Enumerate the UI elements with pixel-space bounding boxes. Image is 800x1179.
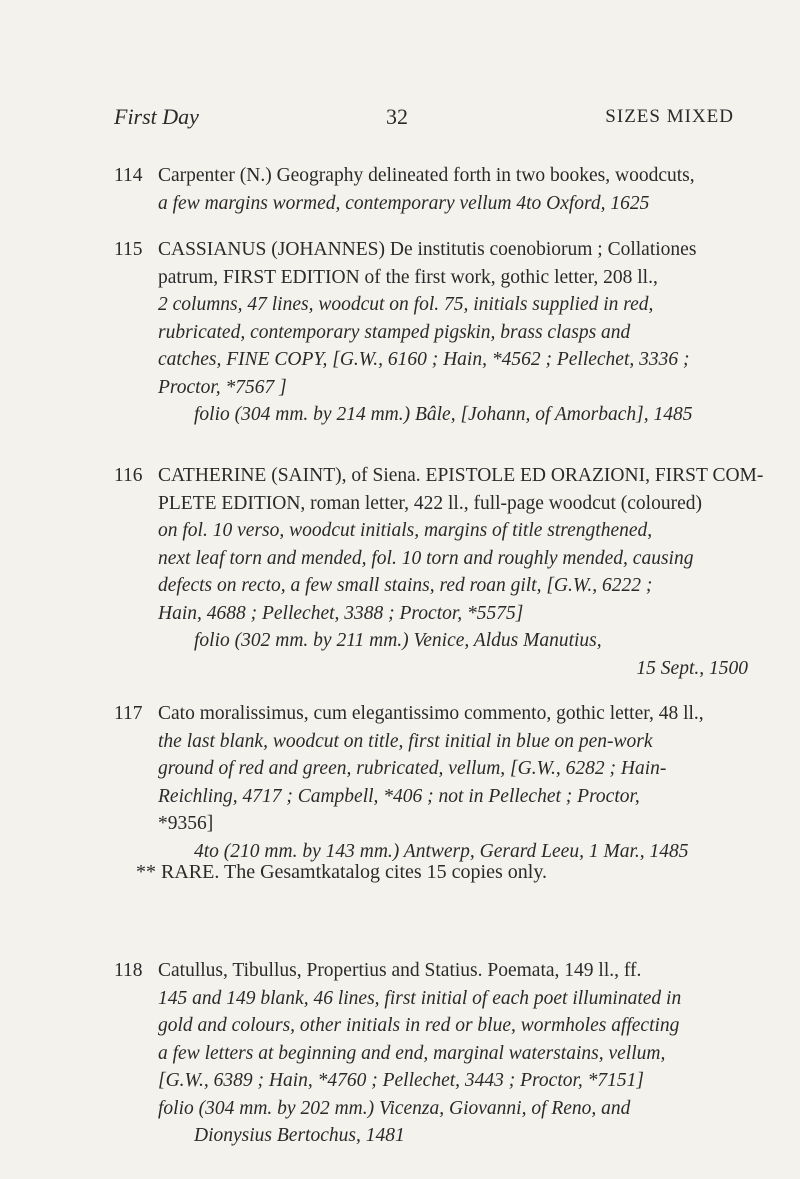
lot-line: CASSIANUS (JOHANNES) De institutis coenobiorum ; Collationes: [158, 239, 697, 260]
lot-line: the last blank, woodcut on title, first initial in blue on pen-work: [158, 730, 653, 752]
lot-line: defects on recto, a few small stains, red roan gilt, [G.W., 6222 ;: [158, 575, 653, 596]
lot-line: a few margins wormed, contemporary vellum 4to Oxford, 1625: [158, 192, 650, 214]
lot-line: a few letters at beginning and end, marginal waterstains, vellum,: [158, 1042, 666, 1064]
lot-114: [114, 162, 760, 217]
lot-line: gold and colours, other initials in red or blue, wormholes affecting: [158, 1015, 680, 1036]
lot-imprint: Dionysius Bertochus, 1481: [194, 1125, 405, 1146]
lot-116: [114, 462, 764, 682]
rarity-note: ** RARE. The Gesamtkatalog cites 15 copies only.: [136, 861, 548, 883]
lot-number: 115: [114, 239, 143, 260]
page-number: 32: [386, 104, 408, 129]
page-header: [114, 104, 734, 134]
lot-115: [114, 236, 760, 429]
lot-line: Cato moralissimus, cum elegantissimo commento, gothic letter, 48 ll.,: [158, 703, 704, 724]
lot-imprint: folio (302 mm. by 211 mm.) Venice, Aldus Manutius,: [194, 630, 602, 651]
lot-line: ground of red and green, rubricated, vellum, [G.W., 6282 ; Hain-: [158, 758, 667, 779]
lot-117: [114, 700, 760, 865]
lot-line: 145 and 149 blank, 46 lines, first initial of each poet illuminated in: [158, 987, 682, 1009]
lot-line: PLETE EDITION, roman letter, 422 ll., full-page woodcut (coloured): [158, 492, 702, 514]
lot-line: Proctor, *7567 ]: [158, 376, 287, 398]
lot-line: on fol. 10 verso, woodcut initials, margins of title strengthened,: [158, 520, 653, 541]
lot-line: catches, FINE COPY, [G.W., 6160 ; Hain, *4562 ; Pellechet, 3336 ;: [158, 349, 690, 370]
lot-line: Carpenter (N.) Geography delineated forth in two bookes, woodcuts,: [158, 165, 695, 186]
header-day: First Day: [114, 104, 199, 129]
lot-line: folio (304 mm. by 202 mm.) Vicenza, Giovanni, of Reno, and: [158, 1097, 631, 1119]
lot-line: patrum, FIRST EDITION of the first work, gothic letter, 208 ll.,: [158, 266, 658, 288]
header-section: SIZES MIXED: [605, 106, 734, 127]
lot-line: rubricated, contemporary stamped pigskin, brass clasps and: [158, 321, 631, 343]
lot-line: Catullus, Tibullus, Propertius and Statius. Poemata, 149 ll., ff.: [158, 960, 642, 981]
lot-line: Reichling, 4717 ; Campbell, *406 ; not in Pellechet ; Proctor,: [158, 785, 640, 807]
lot-imprint: 4to (210 mm. by 143 mm.) Antwerp, Gerard Leeu, 1 Mar., 1485: [194, 840, 689, 862]
lot-number: 117: [114, 703, 143, 724]
lot-imprint: folio (304 mm. by 214 mm.) Bâle, [Johann, of Amorbach], 1485: [194, 404, 693, 425]
lot-118: [114, 957, 760, 1150]
lot-line: *9356]: [158, 813, 214, 834]
lot-line: CATHERINE (SAINT), of Siena. EPISTOLE ED ORAZIONI, FIRST COM-: [158, 465, 764, 486]
lot-number: 114: [114, 165, 143, 186]
lot-number: 116: [114, 465, 143, 486]
lot-date: 15 Sept., 1500: [636, 657, 748, 679]
lot-line: Hain, 4688 ; Pellechet, 3388 ; Proctor, *5575]: [158, 602, 524, 624]
lot-number: 118: [114, 960, 143, 981]
lot-line: 2 columns, 47 lines, woodcut on fol. 75, initials supplied in red,: [158, 294, 654, 315]
lot-line: [G.W., 6389 ; Hain, *4760 ; Pellechet, 3443 ; Proctor, *7151]: [158, 1070, 645, 1091]
lot-line: next leaf torn and mended, fol. 10 torn and roughly mended, causing: [158, 547, 694, 569]
